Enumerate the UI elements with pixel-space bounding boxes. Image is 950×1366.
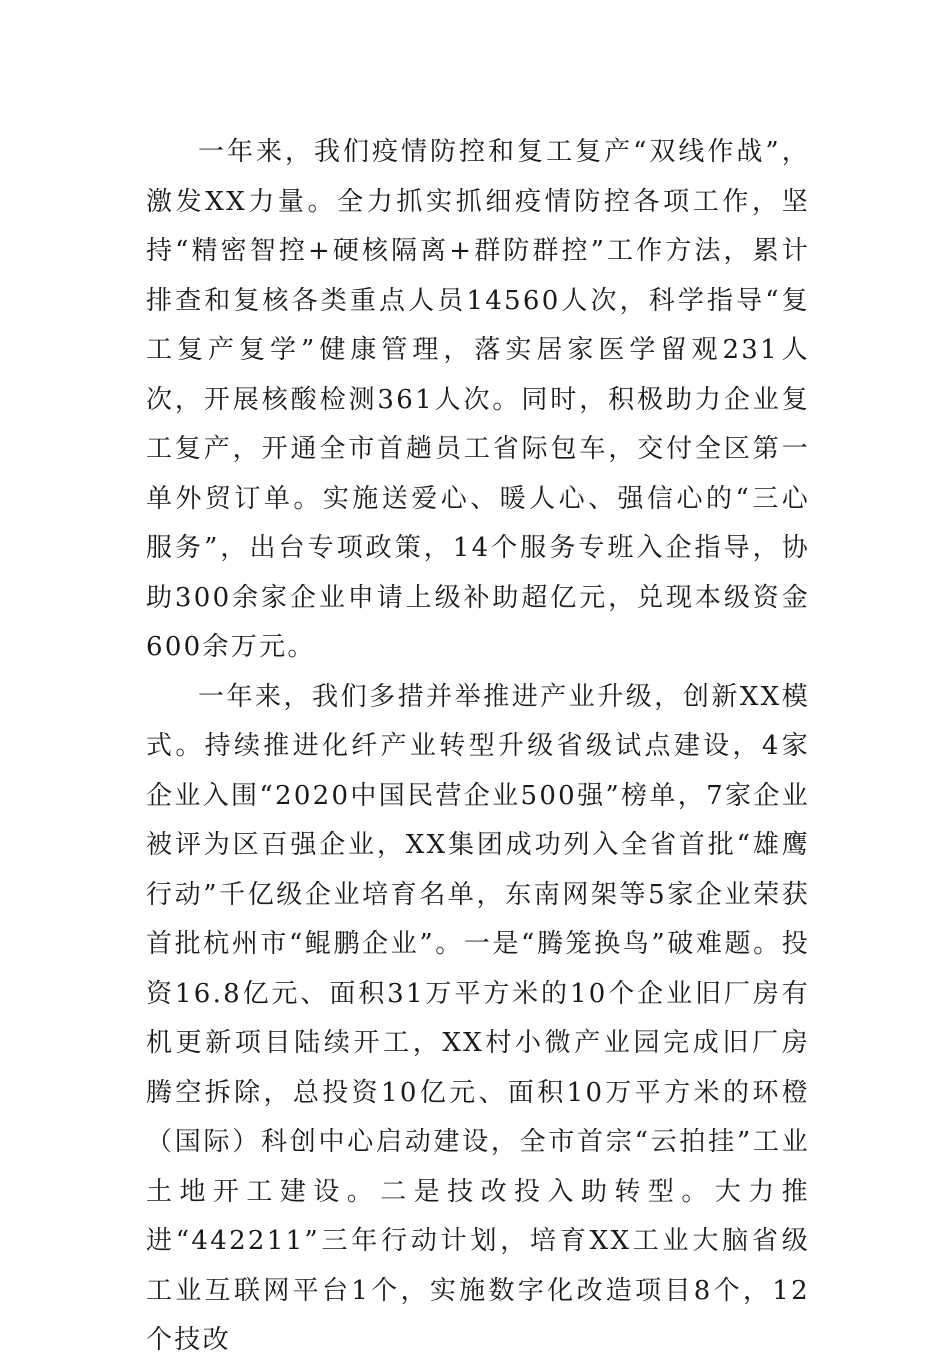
document-body: [146, 128, 810, 1366]
paragraph-epidemic-and-resumption: 一年来，我们疫情防控和复工复产“双线作战”，激发XX力量。全力抓实抓细疫情防控各项工作，坚持“精密智控+硬核隔离+群防群控”工作方法，累计排查和复核各类重点人员14560人次，科学指导“复工复产复学”健康管理，落实居家医学留观231人次，开展核酸检测361人次。同时，积极助力企业复工复产，开通全市首趟员工省际包车，交付全区第一单外贸订单。实施送爱心、暖人心、强信心的“三心服务”，出台专项政策，14个服务专班入企指导，协助300余家企业申请上级补助超亿元，兑现本级资金600余万元。: [146, 137, 810, 662]
paragraph-industrial-upgrade: 一年来，我们多措并举推进产业升级，创新XX模式。持续推进化纤产业转型升级省级试点建设，4家企业入围“2020中国民营企业500强”榜单，7家企业被评为区百强企业，XX集团成功列入全省首批“雄鹰行动”千亿级企业培育名单，东南网架等5家企业荣获首批杭州市“鲲鹏企业”。一是“腾笼换鸟”破难题。投资16.8亿元、面积31万平方米的10个企业旧厂房有机更新项目陆续开工，XX村小微产业园完成旧厂房腾空拆除，总投资10亿元、面积10万平方米的环橙（国际）科创中心启动建设，全市首宗“云拍挂”工业土地开工建设。二是技改投入助转型。大力推进“442211”三年行动计划，培育XX工业大脑省级工业互联网平台1个，实施数字化改造项目8个，12个技改: [146, 681, 810, 1355]
